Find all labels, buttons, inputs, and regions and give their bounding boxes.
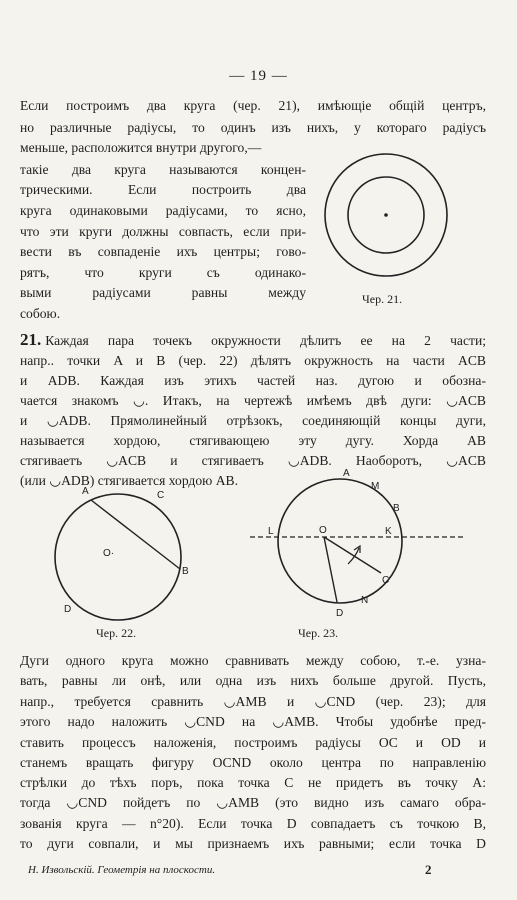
label-m: M bbox=[371, 481, 380, 492]
radius-oc bbox=[324, 537, 381, 573]
text-line: рятъ, что круги съ одинако- bbox=[20, 265, 306, 280]
figure-23-caption: Чер. 23. bbox=[298, 626, 339, 640]
text-line: (или ◡ADB) стягивается хордою AB. bbox=[20, 473, 238, 488]
text-line: такіе два круга называются концен- bbox=[20, 162, 306, 177]
figure-21-caption: Чер. 21. bbox=[362, 292, 403, 306]
label-l: L bbox=[268, 526, 274, 537]
text-span: Каждая пара точекъ окружности дѣлитъ ее на 2 части; bbox=[45, 333, 486, 348]
footer-signature-mark: 2 bbox=[425, 862, 432, 877]
section-number: 21. bbox=[20, 330, 42, 349]
label-k: K bbox=[385, 526, 392, 537]
page-number: — 19 — bbox=[229, 68, 288, 84]
text-line: то дуги совпали, и мы признаемъ ихъ равными; если точка D bbox=[20, 836, 486, 851]
text-line: станемъ вращать фигуру OCND около центра по направленію bbox=[20, 755, 486, 770]
text-line: чается знакомъ ◡. Итакъ, на чертежѣ имѣемъ двѣ дуги: ◡ACB bbox=[20, 393, 486, 408]
label-a: A bbox=[82, 486, 89, 497]
label-c: C bbox=[157, 490, 165, 501]
label-a: A bbox=[343, 468, 350, 479]
text-line: напр., требуется сравнить ◡AMB и ◡CND (чер. 23); для bbox=[20, 694, 486, 709]
figure-22-caption: Чер. 22. bbox=[96, 626, 137, 640]
text-line: тогда ◡CND пойдетъ по ◡AMB (это видно изъ самаго обра- bbox=[20, 795, 486, 810]
text-line: вести въ совпаденіе ихъ центры; гово- bbox=[20, 244, 306, 259]
text-line: стрѣлки до тѣхъ поръ, пока точка C не придетъ въ точку A: bbox=[20, 775, 486, 790]
text-line: этого надо наложить ◡CND на ◡AMB. Чтобы удобнѣе пред- bbox=[20, 714, 486, 729]
label-n: N bbox=[361, 595, 369, 606]
text-line: называется хордою, стягивающею эту дугу. Хорда AB bbox=[20, 433, 486, 448]
text-line: Дуги одного круга можно сравнивать между собою, т.-е. узна- bbox=[20, 653, 486, 668]
text-line bbox=[20, 330, 486, 350]
figure-23 bbox=[240, 462, 470, 622]
text-line: собою. bbox=[20, 306, 61, 321]
label-b: B bbox=[182, 566, 189, 577]
text-line: но различные радіусы, то одинъ изъ нихъ, у котораго радіусъ bbox=[20, 120, 486, 135]
text-line: и ADB. Каждая изъ этихъ частей наз. дугою и обозна- bbox=[20, 373, 486, 388]
center-point bbox=[384, 213, 388, 217]
text-line: выми радіусами равны между bbox=[20, 285, 306, 300]
text-line: зованія круга — n°20). Если точка D совпадаетъ съ точкою B, bbox=[20, 816, 486, 831]
text-line: что эти круги должны совпасть, если при- bbox=[20, 224, 306, 239]
text-line: круга одинаковыми радіусами, то ясно, bbox=[20, 203, 306, 218]
radius-od bbox=[324, 537, 337, 602]
text-line: стягиваетъ ◡ACB и стягиваетъ ◡ADB. Наоборотъ, ◡ACB bbox=[20, 453, 486, 468]
label-d: D bbox=[336, 608, 344, 619]
label-d: D bbox=[64, 604, 72, 615]
text-line: Если построимъ два круга (чер. 21), имѣющіе общій центръ, bbox=[20, 98, 486, 113]
text-line: ставить процессъ наложенія, построимъ радіусы OC и OD и bbox=[20, 735, 486, 750]
circle bbox=[55, 494, 181, 620]
text-line: вать, равны ли онѣ, или одна изъ нихъ больше другой. Пусть, bbox=[20, 673, 486, 688]
label-c: C bbox=[382, 575, 390, 586]
text-line: и ◡ADB. Прямолинейный отрѣзокъ, соединяющій концы дуги, bbox=[20, 413, 486, 428]
footer-book-title: Н. Извольскій. Геометрія на плоскости. bbox=[28, 864, 216, 876]
figure-21 bbox=[318, 150, 458, 290]
text-line: меньше, расположится внутри другого,— bbox=[20, 140, 262, 155]
text-line: трическими. Если построить два bbox=[20, 182, 306, 197]
figure-22 bbox=[40, 474, 200, 624]
text-line: напр.. точки A и B (чер. 22) дѣлятъ окружность на части ACB bbox=[20, 353, 486, 368]
label-b: B bbox=[393, 503, 400, 514]
label-o: O bbox=[319, 525, 327, 536]
label-o: O· bbox=[103, 548, 115, 559]
